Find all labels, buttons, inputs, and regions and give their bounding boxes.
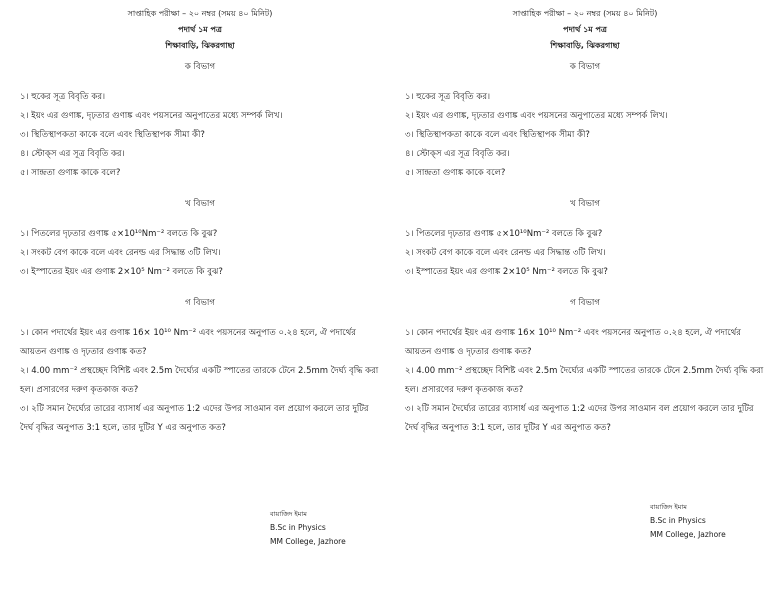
- exam-subject: পদার্থ ১ম পত্র: [178, 25, 222, 34]
- question-kha-3: ৩। ইস্পাতের ইয়ং এর গুণাঙ্ক 2×10⁵ Nm⁻² বলতে কি বুঝ?: [20, 267, 223, 277]
- exam-title: সাপ্তাহিক পরীক্ষা – ২০ নম্বর (সময় ৪০ মিনিট): [512, 9, 658, 18]
- section-title-ka: ক বিভাগ: [569, 62, 601, 72]
- exam-institution: শিক্ষাবাড়ি, ঝিকরগাছা: [165, 41, 235, 50]
- exam-subject: পদার্থ ১ম পত্র: [563, 25, 607, 34]
- question-ka-2: ২। ইয়ং এর গুণাঙ্ক, দৃঢ়তার গুণাঙ্ক এবং পয়সনের অনুপাতের মধ্যে সম্পর্ক লিখ।: [20, 111, 283, 121]
- exam-sheet-right: [405, 0, 765, 594]
- question-kha-1: ১। পিতলের দৃঢ়তার গুণাঙ্ক ৫×10¹⁰Nm⁻² বলতে কি বুঝ?: [405, 229, 603, 239]
- question-kha-2: ২। সংকট বেগ কাকে বলে এবং রেনল্ড এর সিদ্ধান্ত ৩টি লিখ।: [405, 248, 606, 258]
- signature-block: [270, 507, 346, 549]
- question-ka-4: ৪। স্টোক্‌স এর সূত্র বিবৃতি কর।: [405, 149, 510, 159]
- question-ka-1: ১। হুকের সূত্র বিবৃতি কর।: [405, 92, 491, 102]
- exam-header: [20, 6, 380, 54]
- signature-college: MM College, Jazhore: [270, 537, 346, 546]
- exam-title: সাপ্তাহিক পরীক্ষা – ২০ নম্বর (সময় ৪০ মিনিট): [127, 9, 273, 18]
- section-title-ka: ক বিভাগ: [184, 62, 216, 72]
- question-kha-1: ১। পিতলের দৃঢ়তার গুণাঙ্ক ৫×10¹⁰Nm⁻² বলতে কি বুঝ?: [20, 229, 218, 239]
- question-kha-2: ২। সংকট বেগ কাকে বলে এবং রেনল্ড এর সিদ্ধান্ত ৩টি লিখ।: [20, 248, 221, 258]
- signature-college: MM College, Jazhore: [650, 530, 726, 539]
- question-ka-3: ৩। স্থিতিস্থাপকতা কাকে বলে এবং স্থিতিস্থাপক সীমা কী?: [405, 130, 590, 140]
- question-ga-3: ৩। ২টি সমান দৈর্ঘ্যের তারের ব্যাসার্ধ এর অনুপাত 1:2 এদের উপর সাওমান বল প্রয়োগ করলে তার দুটির দৈর্ঘ বৃদ্ধির অনুপাত 3:1 হলে, তার দুটির Y এর অনুপাত কত?: [405, 404, 754, 433]
- question-ga-3: ৩। ২টি সমান দৈর্ঘ্যের তারের ব্যাসার্ধ এর অনুপাত 1:2 এদের উপর সাওমান বল প্রয়োগ করলে তার দুটির দৈর্ঘ বৃদ্ধির অনুপাত 3:1 হলে, তার দুটির Y এর অনুপাত কত?: [20, 404, 369, 433]
- question-ka-4: ৪। স্টোক্‌স এর সূত্র বিবৃতি কর।: [20, 149, 125, 159]
- question-kha-3: ৩। ইস্পাতের ইয়ং এর গুণাঙ্ক 2×10⁵ Nm⁻² বলতে কি বুঝ?: [405, 267, 608, 277]
- question-ka-3: ৩। স্থিতিস্থাপকতা কাকে বলে এবং স্থিতিস্থাপক সীমা কী?: [20, 130, 205, 140]
- question-ga-2: ২। 4.00 mm⁻² প্রস্থচ্ছেদ বিশিষ্ট এবং 2.5m দৈর্ঘ্যের একটি স্পাতের তারকে টেনে 2.5mm দৈর্ঘ্য বৃদ্ধি করা হল। প্রসারণের দরুণ কৃতকাজ কত?: [405, 366, 764, 395]
- question-ka-5: ৫। সান্দ্রতা গুণাঙ্ক কাকে বলে?: [405, 168, 506, 178]
- section-title-ga: গ বিভাগ: [185, 298, 215, 308]
- exam-header: [405, 6, 765, 54]
- section-title-kha: খ বিভাগ: [185, 199, 215, 209]
- question-ka-2: ২। ইয়ং এর গুণাঙ্ক, দৃঢ়তার গুণাঙ্ক এবং পয়সনের অনুপাতের মধ্যে সম্পর্ক লিখ।: [405, 111, 668, 121]
- signature-degree: B.Sc in Physics: [650, 516, 706, 525]
- question-ga-1: ১। কোন পদার্থের ইয়ং এর গুণাঙ্ক 16× 10¹⁰ Nm⁻² এবং পয়সনের অনুপাত ০.২৪ হলে, ঐ পদার্থের আয়তন গুণাঙ্ক ও দৃঢ়তার গুণাঙ্ক কত?: [405, 328, 741, 357]
- section-title-ga: গ বিভাগ: [570, 298, 600, 308]
- question-ka-1: ১। হুকের সূত্র বিবৃতি কর।: [20, 92, 106, 102]
- exam-sheet-left: [20, 0, 380, 594]
- signature-degree: B.Sc in Physics: [270, 523, 326, 532]
- signature-block: [650, 500, 726, 542]
- section-title-kha: খ বিভাগ: [570, 199, 600, 209]
- signature-name: বায়াজিদ ইমাম: [650, 503, 687, 511]
- signature-name: বায়াজিদ ইমাম: [270, 510, 307, 518]
- question-ka-5: ৫। সান্দ্রতা গুণাঙ্ক কাকে বলে?: [20, 168, 121, 178]
- exam-institution: শিক্ষাবাড়ি, ঝিকরগাছা: [550, 41, 620, 50]
- question-ga-2: ২। 4.00 mm⁻² প্রস্থচ্ছেদ বিশিষ্ট এবং 2.5m দৈর্ঘ্যের একটি স্পাতের তারকে টেনে 2.5mm দৈর্ঘ্য বৃদ্ধি করা হল। প্রসারণের দরুণ কৃতকাজ কত?: [20, 366, 379, 395]
- question-ga-1: ১। কোন পদার্থের ইয়ং এর গুণাঙ্ক 16× 10¹⁰ Nm⁻² এবং পয়সনের অনুপাত ০.২৪ হলে, ঐ পদার্থের আয়তন গুণাঙ্ক ও দৃঢ়তার গুণাঙ্ক কত?: [20, 328, 356, 357]
